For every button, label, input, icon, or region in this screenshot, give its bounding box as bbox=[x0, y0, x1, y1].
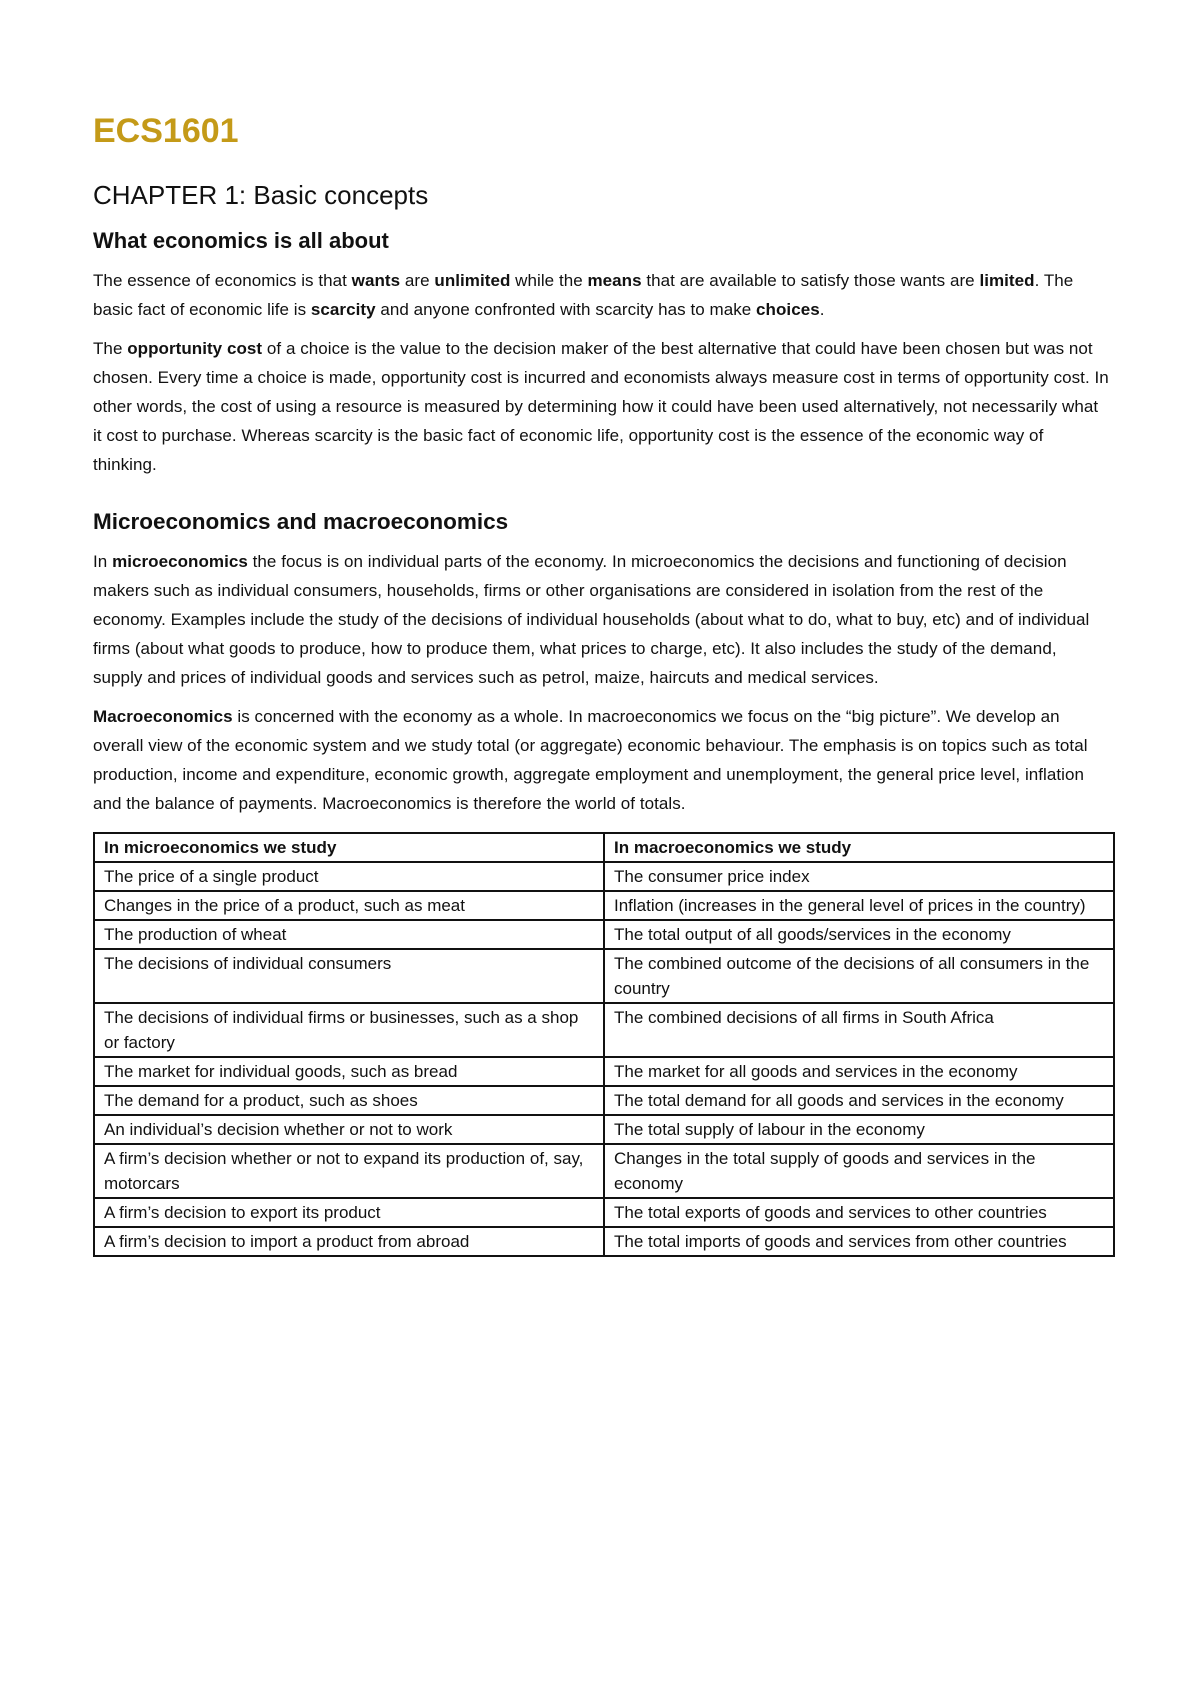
table-cell-micro: A firm’s decision to export its product bbox=[94, 1198, 604, 1227]
bold-term: opportunity cost bbox=[127, 339, 263, 358]
table-cell-macro: The total exports of goods and services to other countries bbox=[604, 1198, 1114, 1227]
table-cell-macro: The total output of all goods/services in the economy bbox=[604, 920, 1114, 949]
table-cell-micro: The decisions of individual consumers bbox=[94, 949, 604, 1003]
table-cell-micro: An individual’s decision whether or not to work bbox=[94, 1115, 604, 1144]
table-cell-micro: The demand for a product, such as shoes bbox=[94, 1086, 604, 1115]
text-run: . The basic fact of economic life is bbox=[93, 271, 1074, 319]
table-row bbox=[94, 1115, 1114, 1144]
table-cell-micro: A firm’s decision to import a product from abroad bbox=[94, 1227, 604, 1256]
bold-term: unlimited bbox=[434, 271, 511, 290]
table-header-row bbox=[94, 833, 1114, 862]
table-cell-macro: The total supply of labour in the economy bbox=[604, 1115, 1114, 1144]
text-run: while the bbox=[510, 271, 588, 290]
bold-term: wants bbox=[351, 271, 401, 290]
table-header-macro: In macroeconomics we study bbox=[604, 833, 1114, 862]
text-run: The bbox=[93, 339, 128, 358]
comparison-table bbox=[93, 832, 1115, 1257]
bold-term: means bbox=[587, 271, 642, 290]
text-run: the focus is on individual parts of the economy. In microeconomics the decisions and functioning of decision makers such as individual consumers, households, firms or other organisations are considered in isolation from the rest of the economy. Examples include the study of the decisions of individual households (about what to do, what to buy, etc) and of individual firms (about what goods to produce, how to produce them, what prices to charge, etc). It also includes the study of the demand, supply and prices of individual goods and services such as petrol, maize, haircuts and medical services. bbox=[93, 552, 1090, 687]
table-cell-macro: The total imports of goods and services from other countries bbox=[604, 1227, 1114, 1256]
bold-term: limited bbox=[979, 271, 1035, 290]
table-cell-micro: The decisions of individual firms or businesses, such as a shop or factory bbox=[94, 1003, 604, 1057]
table-cell-macro: The total demand for all goods and services in the economy bbox=[604, 1086, 1114, 1115]
paragraph-microeconomics bbox=[93, 547, 1110, 692]
table-cell-macro: Changes in the total supply of goods and services in the economy bbox=[604, 1144, 1114, 1198]
course-code: ECS1601 bbox=[93, 112, 239, 150]
table-cell-macro: The consumer price index bbox=[604, 862, 1114, 891]
text-run: that are available to satisfy those wants are bbox=[641, 271, 980, 290]
table-cell-macro: Inflation (increases in the general level of prices in the country) bbox=[604, 891, 1114, 920]
text-run: is concerned with the economy as a whole. In macroeconomics we focus on the “big picture”. We develop an overall view of the economic system and we study total (or aggregate) economic behaviour. The emphasis is on topics such as total production, income and expenditure, economic growth, aggregate employment and unemployment, the general price level, inflation and the balance of payments. Macroeconomics is therefore the world of totals. bbox=[93, 707, 1088, 813]
table-row bbox=[94, 862, 1114, 891]
section-heading-micro-macro: Microeconomics and macroeconomics bbox=[93, 509, 509, 534]
table-row bbox=[94, 1198, 1114, 1227]
table-cell-macro: The combined decisions of all firms in South Africa bbox=[604, 1003, 1114, 1057]
paragraph-opportunity-cost bbox=[93, 334, 1110, 479]
text-run: In bbox=[93, 552, 113, 571]
table-row bbox=[94, 1057, 1114, 1086]
paragraph-essence bbox=[93, 266, 1110, 324]
table-cell-micro: The market for individual goods, such as bread bbox=[94, 1057, 604, 1086]
text-run: . bbox=[819, 300, 825, 319]
text-run: of a choice is the value to the decision maker of the best alternative that could have been chosen but was not chosen. Every time a choice is made, opportunity cost is incurred and economists always measure cost in terms of opportunity cost. In other words, the cost of using a resource is measured by determining how it could have been used alternatively, not necessarily what it cost to purchase. Whereas scarcity is the basic fact of economic life, opportunity cost is the essence of the economic way of thinking. bbox=[93, 339, 1109, 474]
table-cell-micro: A firm’s decision whether or not to expand its production of, say, motorcars bbox=[94, 1144, 604, 1198]
table-header-micro: In microeconomics we study bbox=[94, 833, 604, 862]
bold-term: scarcity bbox=[310, 300, 376, 319]
text-run: are bbox=[400, 271, 435, 290]
table-cell-macro: The combined outcome of the decisions of all consumers in the country bbox=[604, 949, 1114, 1003]
table-cell-micro: The production of wheat bbox=[94, 920, 604, 949]
table-row bbox=[94, 1144, 1114, 1198]
paragraph-macroeconomics bbox=[93, 702, 1110, 818]
table-cell-macro: The market for all goods and services in the economy bbox=[604, 1057, 1114, 1086]
table-row bbox=[94, 1003, 1114, 1057]
bold-term: Macroeconomics bbox=[93, 707, 233, 726]
table-row bbox=[94, 1086, 1114, 1115]
bold-term: microeconomics bbox=[112, 552, 248, 571]
text-run: The essence of economics is that bbox=[93, 271, 352, 290]
table-row bbox=[94, 891, 1114, 920]
text-run: and anyone confronted with scarcity has to make bbox=[375, 300, 757, 319]
bold-term: choices bbox=[756, 300, 820, 319]
table-cell-micro: Changes in the price of a product, such as meat bbox=[94, 891, 604, 920]
table-row bbox=[94, 920, 1114, 949]
table-row bbox=[94, 1227, 1114, 1256]
table-body bbox=[94, 862, 1114, 1256]
table-cell-micro: The price of a single product bbox=[94, 862, 604, 891]
table-row bbox=[94, 949, 1114, 1003]
chapter-title: CHAPTER 1: Basic concepts bbox=[93, 180, 429, 210]
section-heading-economics: What economics is all about bbox=[93, 228, 389, 253]
